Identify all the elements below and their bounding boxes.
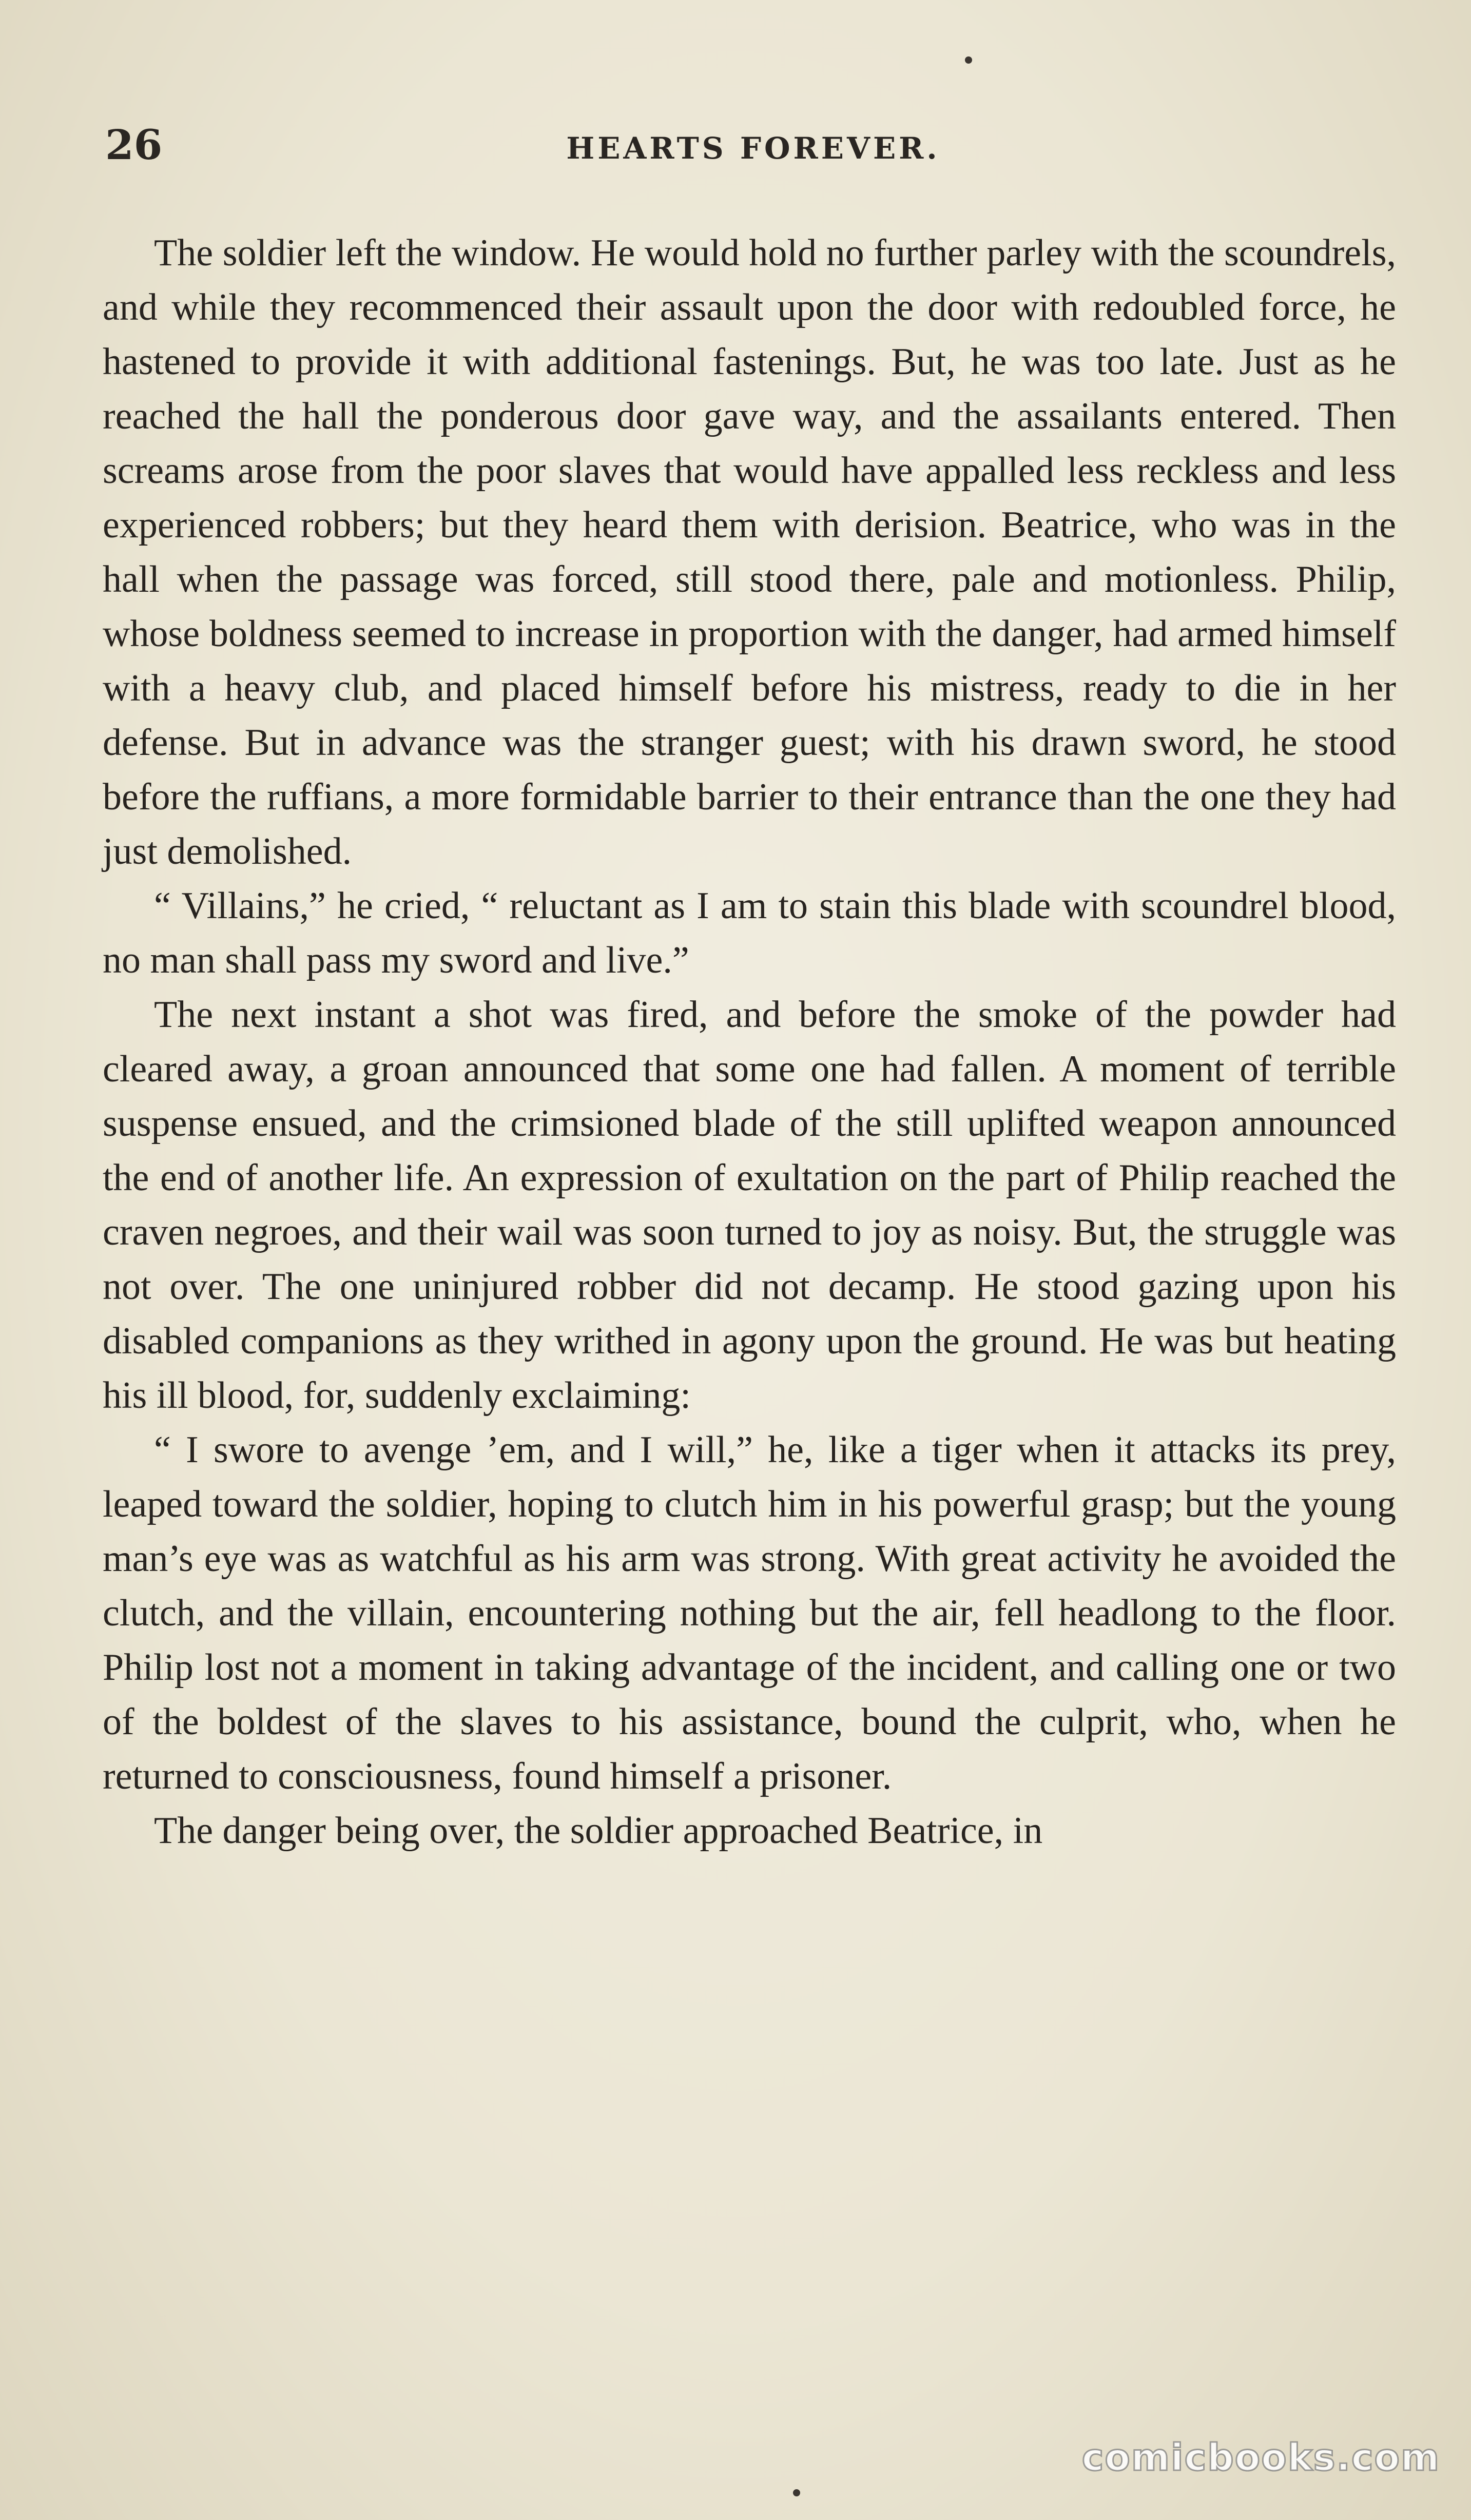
paragraph: The danger being over, the soldier approached Beatrice, in bbox=[154, 1810, 1043, 1852]
ink-speck bbox=[793, 2489, 800, 2496]
body-text bbox=[103, 226, 1396, 1858]
paragraph: “ Villains,” he cried, “ reluctant as I am to stain this blade with scoundrel blood, no man shall pass my sword and live.” bbox=[103, 885, 1396, 981]
paragraph: The next instant a shot was fired, and before the smoke of the powder had cleared away, a groan announced that some one had fallen. A moment of terrible suspense ensued, and the crimsioned blade of the still uplifted weapon announced the end of another life. An expression of exultation on the part of Philip reached the craven negroes, and their wail was soon turned to joy as noisy. But, the struggle was not over. The one uninjured robber did not decamp. He stood gazing upon his disabled companions as they writhed in agony upon the ground. He was but heating his ill blood, for, suddenly exclaiming: bbox=[103, 994, 1396, 1417]
ink-speck bbox=[965, 56, 972, 64]
page-number: 26 bbox=[105, 121, 163, 169]
paragraph: The soldier left the window. He would hold no further parley with the scoundrels, and while they recommenced their assault upon the door with redoubled force, he hastened to provide it with additional fastenings. But, he was too late. Just as he reached the hall the ponderous door gave way, and the assailants entered. Then screams arose from the poor slaves that would have appalled less reckless and less experienced robbers; but they heard them with derision. Beatrice, who was in the hall when the passage was forced, still stood there, pale and motionless. Philip, whose boldness seemed to increase in proportion with the danger, had armed himself with a heavy club, and placed himself before his mistress, ready to die in her defense. But in advance was the stranger guest; with his drawn sword, he stood before the ruffians, a more formidable barrier to their entrance than the one they had just demolished. bbox=[103, 232, 1396, 873]
running-head: HEARTS FOREVER. bbox=[566, 131, 940, 166]
paragraph: “ I swore to avenge ’em, and I will,” he, like a tiger when it attacks its prey, leaped toward the soldier, hoping to clutch him in his powerful grasp; but the young man’s eye was as watchful as his arm was strong. With great activity he avoided the clutch, and the villain, encountering nothing but the air, fell headlong to the floor. Philip lost not a moment in taking advantage of the incident, and calling one or two of the boldest of the slaves to his assistance, bound the culprit, who, when he returned to consciousness, found himself a prisoner. bbox=[103, 1429, 1396, 1797]
watermark: comicbooks.com bbox=[1081, 2436, 1440, 2479]
page-header bbox=[105, 121, 1401, 177]
